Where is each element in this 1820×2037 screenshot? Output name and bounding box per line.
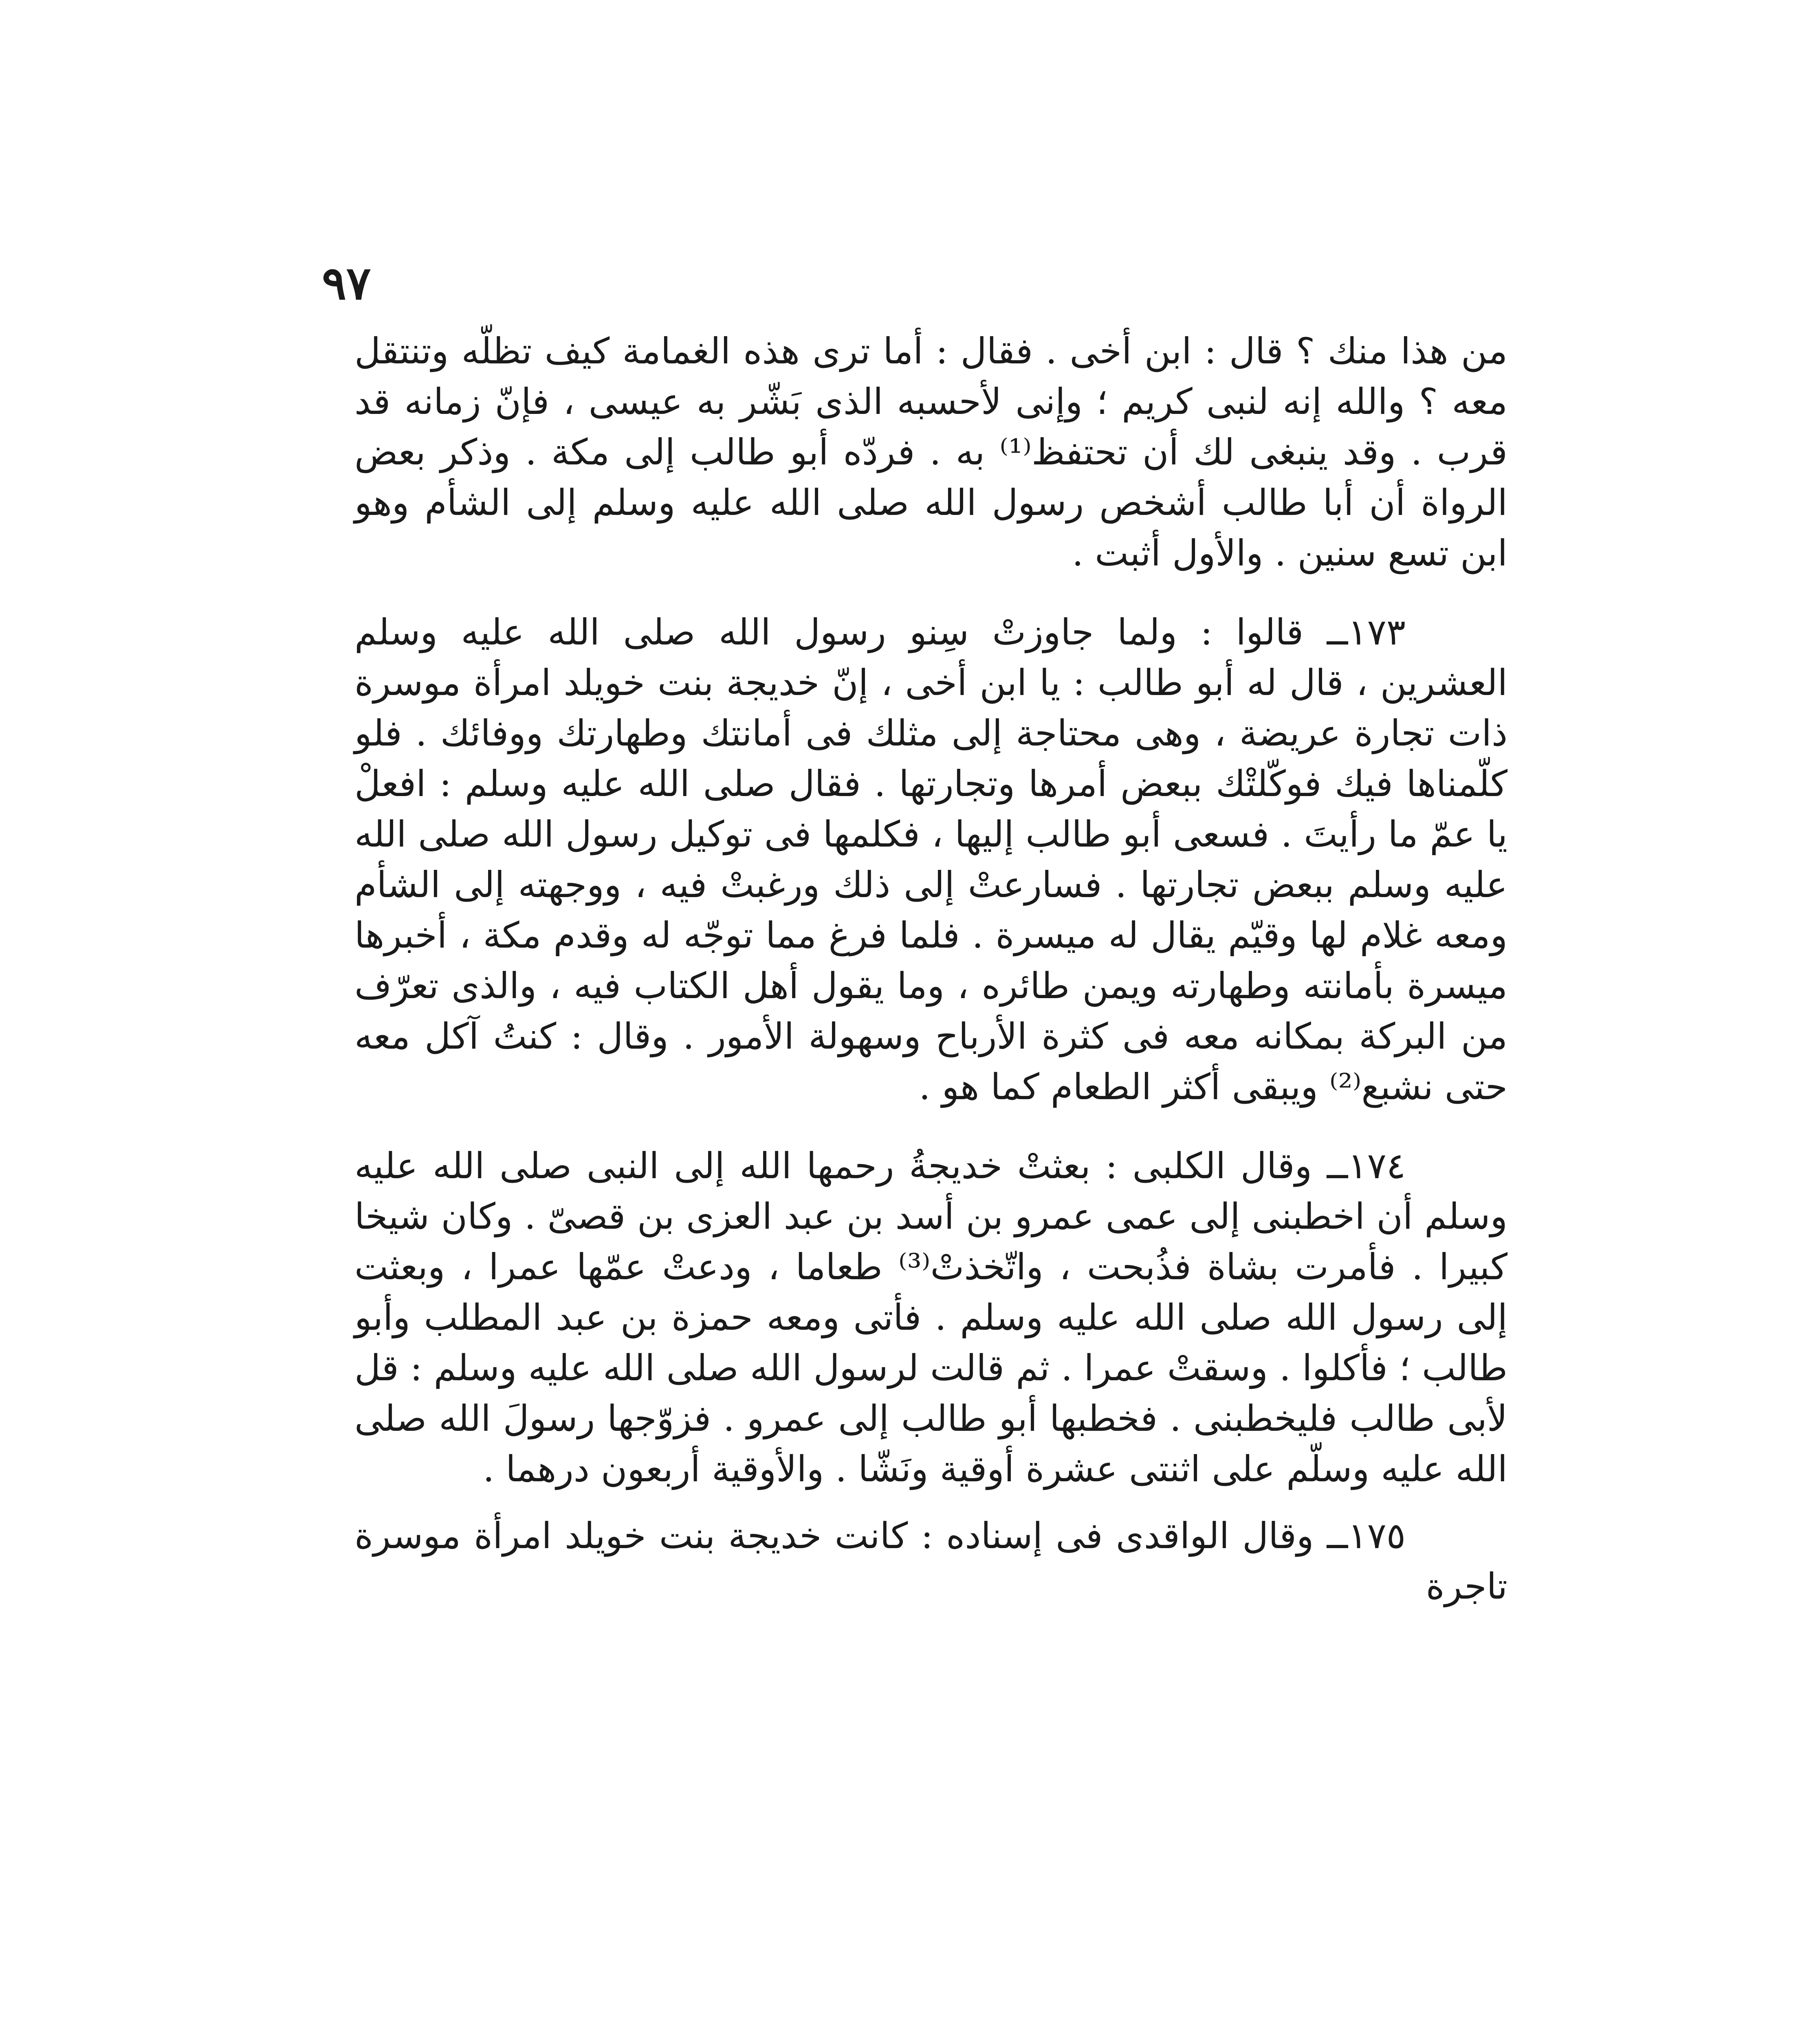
paragraph-175: ١٧٥ــ وقال الواقدى فى إسناده : كانت خديجة بنت خويلد امرأة موسرة تاجرة xyxy=(354,1515,1507,1607)
paragraph-continuation: من هذا منك ؟ قال : ابن أخى . فقال : أما ترى هذه الغمامة كيف تظلّه وتنتقل معه ؟ والله إنه لنبى كريم ؛ وإنى لأحسبه الذى بَشّر به عيسى ، فإنّ زمانه قد قرب . وقد ينبغى لك أن تحتفظ⁽¹⁾ به . فردّه أبو طالب إلى مكة . وذكر بعض الرواة أن أبا طالب أشخص رسول الله صلى الله عليه وسلم إلى الشأم وهو ابن تسع سنين . والأول أثبت . xyxy=(354,330,1508,574)
page-number: ٩٧ xyxy=(322,257,371,310)
paragraph-174: ١٧٤ــ وقال الكلبى : بعثتْ خديجةُ رحمها الله إلى النبى صلى الله عليه وسلم أن اخطبنى إلى عمى عمرو بن أسد بن عبد العزى بن قصىّ . وكان شيخا كبيرا . فأمرت بشاة فذُبحت ، واتّخذتْ⁽³⁾ طعاما ، ودعتْ عمّها عمرا ، وبعثت إلى رسول الله صلى الله عليه وسلم . فأتى ومعه حمزة بن عبد المطلب وأبو طالب ؛ فأكلوا . وسقتْ عمرا . ثم قالت لرسول الله صلى الله عليه وسلم : قل لأبى طالب فليخطبنى . فخطبها أبو طالب إلى عمرو . فزوّجها رسولَ الله صلى الله عليه وسلّم على اثنتى عشرة أوقية ونَشّا . والأوقية أربعون درهما . xyxy=(354,1145,1508,1490)
paragraph-173: ١٧٣ــ قالوا : ولما جاوزتْ سِنو رسول الله صلى الله عليه وسلم العشرين ، قال له أبو طالب : يا ابن أخى ، إنّ خديجة بنت خويلد امرأة موسرة ذات تجارة عريضة ، وهى محتاجة إلى مثلك فى أمانتك وطهارتك ووفائك . فلو كلّمناها فيك فوكّلتْك ببعض أمرها وتجارتها . فقال صلى الله عليه وسلم : افعلْ يا عمّ ما رأيتَ . فسعى أبو طالب إليها ، فكلمها فى توكيل رسول الله صلى الله عليه وسلم ببعض تجارتها . فسارعتْ إلى ذلك ورغبتْ فيه ، ووجهته إلى الشأم ومعه غلام لها وقيّم يقال له ميسرة . فلما فرغ مما توجّه له وقدم مكة ، أخبرها ميسرة بأمانته وطهارته ويمن طائره ، وما يقول أهل الكتاب فيه ، والذى تعرّف من البركة بمكانه معه فى كثرة الأرباح وسهولة الأمور . وقال : كنتُ آكل معه حتى نشبع⁽²⁾ ويبقى أكثر الطعام كما هو . xyxy=(354,611,1507,1108)
main-text-block xyxy=(354,326,1507,1612)
